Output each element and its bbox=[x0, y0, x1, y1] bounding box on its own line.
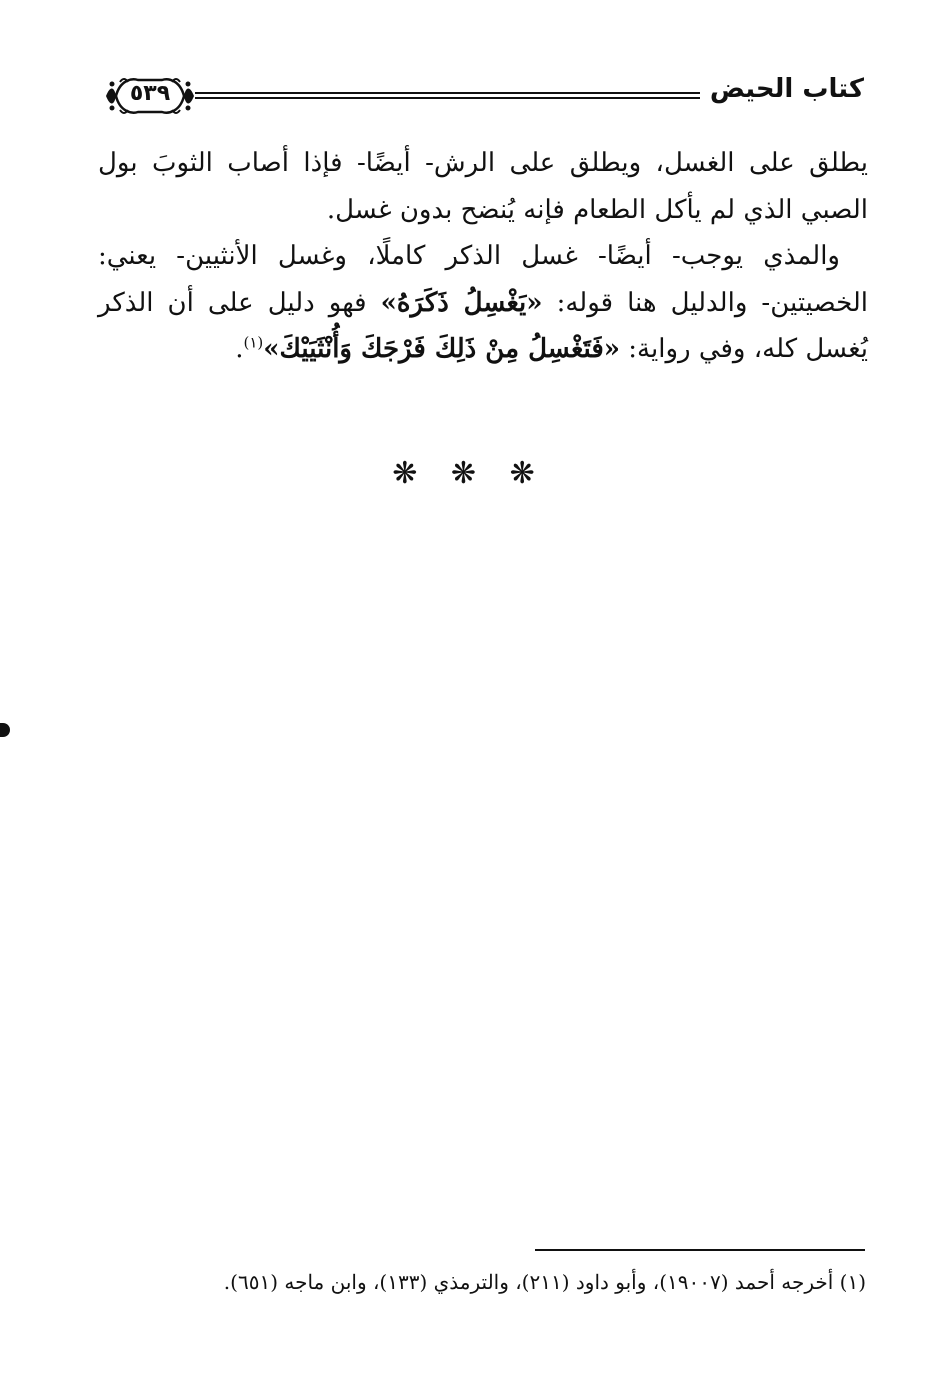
section-separator: ❋ ❋ ❋ bbox=[392, 456, 547, 491]
paragraph-1: يطلق على الغسل، ويطلق على الرش- أيضًا- فإذا أصاب الثوبَ بول الصبي الذي لم يأكل الطعام فإنه يُنضح بدون غسل. bbox=[98, 148, 868, 225]
running-title: كتاب الحيض bbox=[709, 74, 864, 104]
page-number-badge bbox=[102, 72, 198, 120]
hadith-quote-1: «يَغْسِلُ ذَكَرَهُ» bbox=[380, 287, 543, 318]
header-double-rule bbox=[195, 92, 700, 99]
footnote-divider bbox=[535, 1249, 865, 1251]
page-number: ٥٣٩ bbox=[129, 81, 171, 106]
footnote-reference: (١) bbox=[243, 333, 264, 352]
paragraph-2-end: . bbox=[235, 334, 244, 364]
paragraph-2-text-a: والمذي يوجب- أيضًا- غسل الذكر كاملًا، وغسل الأنثيين- يعني: الخصيتين- والدليل هنا قوله: bbox=[98, 241, 868, 318]
hadith-quote-2: «فَتَغْسِلُ مِنْ ذَلِكَ فَرْجَكَ وَأُنْثَيَيْكَ» bbox=[263, 334, 621, 364]
paragraph-2-text-b: فهو دليل على أن الذكر يُغسل كله، وفي رواية: bbox=[98, 287, 868, 364]
paragraph-2 bbox=[98, 233, 868, 373]
footnote-1: (١) أخرجه أحمد (١٩٠٠٧)، وأبو داود (٢١١)، والترمذي (١٣٣)، وابن ماجه (٦٥١). bbox=[223, 1270, 866, 1294]
margin-mark bbox=[0, 723, 10, 737]
main-text bbox=[98, 140, 868, 373]
